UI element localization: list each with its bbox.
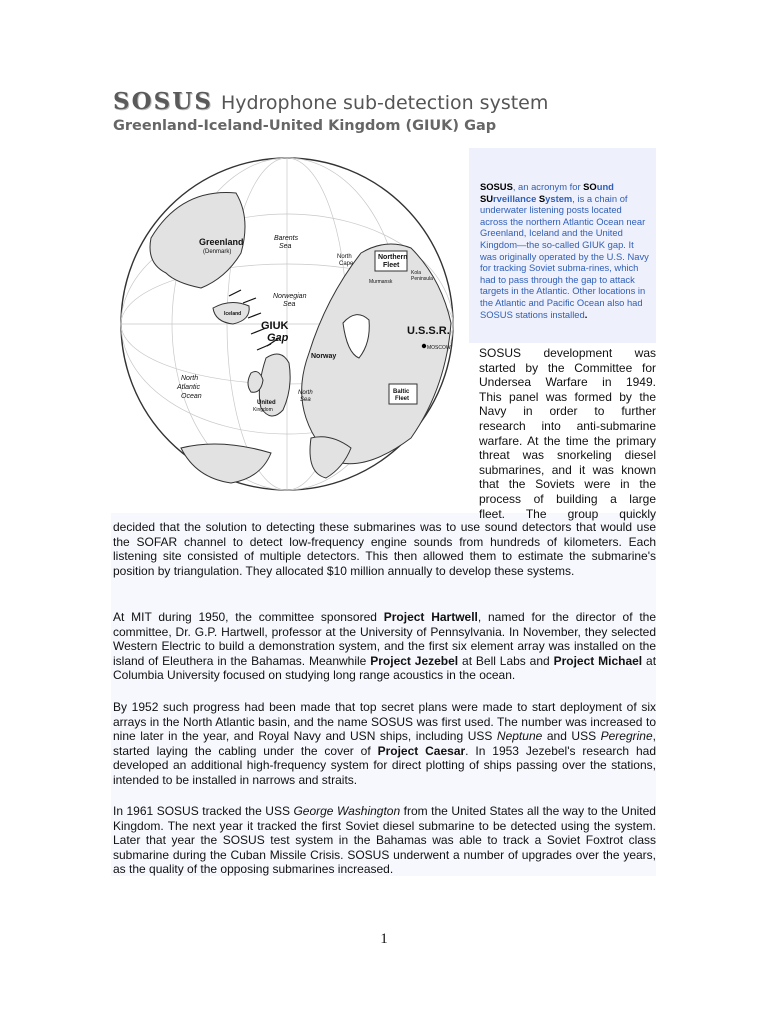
p2-text-e: at Bell Labs and: [458, 653, 554, 668]
paragraph-2: [113, 610, 656, 683]
paragraph-1-continued: decided that the solution to detecting these submarines was to use sound detectors that would use the SOFAR channel to detect low-frequency engine sounds from hundreds of kilometers. Each listening site consisted of multiple detectors. This then allowed them to estimate the submarine's position by triangulation. They allocated $10 million annually to develop these systems.: [113, 520, 656, 578]
column-line: Undersea Warfare in 1949.: [479, 375, 656, 390]
p2-text-g: at Columbia University focused on studying long range acoustics in the ocean.: [113, 653, 657, 683]
map-label-kola-peninsula: Peninsula: [411, 276, 433, 282]
column-line: Navy in order to further: [479, 404, 656, 419]
map-label-kola: Kola: [411, 270, 422, 276]
map-label-barents: Barents: [274, 235, 299, 242]
page-subtitle: Greenland-Iceland-United Kingdom (GIUK) Gap: [113, 118, 497, 134]
ship-george-washington: George Washington: [293, 804, 401, 818]
map-label-ocean: Ocean: [181, 393, 202, 400]
sidebar-definition: [480, 181, 650, 320]
p3-text-g: . In 1953 Jezebel's research had developed an additional high-frequency system for direct plotting of ships passing over the stations, intended to be installed in narrows and straits.: [113, 743, 656, 787]
map-label-baltic: Baltic: [393, 389, 410, 395]
project-caesar: Project Caesar: [377, 743, 466, 758]
sidebar-word-rveillance: rveillance: [493, 192, 539, 204]
map-label-greenland: Greenland: [199, 237, 244, 247]
ship-peregrine: Peregrine: [600, 729, 653, 744]
sidebar-period: .: [584, 308, 588, 320]
column-line: threat was snorkeling diesel: [479, 448, 656, 463]
page-title: [113, 88, 548, 115]
map-label-barents-sea: Sea: [279, 243, 292, 250]
map-label-kingdom: Kingdom: [253, 407, 273, 413]
column-line: SOSUS development was: [479, 346, 656, 360]
project-hartwell: Project Hartwell: [383, 610, 478, 624]
p4-text-a: In 1961 SOSUS tracked the USS: [113, 804, 294, 818]
map-label-united: United: [257, 400, 276, 406]
map-label-norwegian: Norwegian: [273, 293, 307, 300]
title-text: Hydrophone sub-detection system: [220, 92, 549, 114]
column-line: research into anti-submarine: [479, 418, 656, 433]
column-line: fleet. The group quickly: [479, 506, 656, 521]
sidebar-term: SOSUS: [480, 181, 513, 192]
map-label-ussr: U.S.S.R.: [407, 325, 450, 337]
project-michael: Project Michael: [553, 653, 643, 668]
column-line: process of building a large: [479, 491, 656, 506]
map-label-murmansk: Murmansk: [369, 279, 393, 285]
map-label-north-cape: North: [337, 254, 352, 260]
p3-text-c: and USS: [542, 729, 601, 744]
column-line: that the Soviets were in the: [479, 477, 656, 492]
p3-text-a: By 1952 such progress had been made that top secret plans were made to start deployment of six arrays in the North Atlantic basin, and the name SOSUS was first used. The number was increased to nine later in the year, and Royal Navy and USN ships, including USS: [113, 700, 656, 744]
project-jezebel: Project Jezebel: [370, 653, 459, 668]
p4-text-c: from the United States all the way to the United Kingdom. The next year it tracked the first Soviet diesel submarine to be detected using the system. Later that year the SOSUS test system in the Bahamas was able to track a Soviet Foxtrot class submarine during the Cuban Missile Crisis. SOSUS underwent a number of upgrades over the years, as the quality of the opposing submarines increased.: [113, 804, 656, 877]
p2-text-a: At MIT during 1950, the committee sponsored: [113, 610, 384, 624]
sidebar-letters-su: SU: [480, 192, 494, 204]
paragraph-4: [113, 804, 656, 877]
map-label-norwegian-sea: Sea: [283, 301, 296, 308]
sidebar-word-ystem: ystem: [545, 192, 573, 204]
map-label-northern-fleet: Northern: [378, 254, 408, 261]
sidebar-letter-s: S: [538, 192, 546, 204]
map-label-denmark: (Denmark): [203, 249, 232, 255]
map-label-baltic-fleet: Fleet: [395, 396, 410, 402]
column-line: started by the Committee for: [479, 360, 656, 375]
map-label-gap: Gap: [267, 332, 289, 344]
map-label-north-atlantic: North: [181, 375, 199, 382]
sidebar-letters-so: SO: [583, 181, 597, 192]
map-label-iceland: Iceland: [224, 311, 242, 317]
map-label-moscow: MOSCOW: [427, 345, 451, 351]
column-line: This panel was formed by the: [479, 389, 656, 404]
paragraph-3: [113, 700, 656, 788]
sidebar-text-2: , is a chain of underwater listening posts located across the northern Atlantic Ocean near Greenland, Iceland and the United Kingdom—the so-called GIUK gap. It was originally operated by the U.S. Navy for tracking Soviet subma-rines, which had to pass through the gap to attack targets in the Atlantic. Other locations in the Atlantic and Pacific Ocean also had SOSUS stations installed: [480, 192, 649, 320]
ship-neptune: Neptune: [496, 729, 543, 744]
map-label-cape: Cape: [339, 261, 354, 267]
column-line: warfare. At the time the primary: [479, 433, 656, 448]
p3-text-e: , started laying the cabling under the cover of: [113, 729, 656, 758]
title-acronym: SOSUS: [113, 88, 213, 115]
map-label-fleet: Fleet: [383, 262, 400, 269]
map-label-north-sea-2: Sea: [300, 397, 311, 403]
sidebar-word-und: und: [596, 181, 614, 192]
p2-text-c: , named for the director of the committee, Dr. G.P. Hartwell, professor at the University of Pennsylvania. In November, they selected Western Electric to build a demonstration system, and the first six element array was installed on the island of Eleuthera in the Bahamas. Meanwhile: [113, 610, 657, 668]
map-label-north-sea: North: [298, 390, 313, 396]
sidebar-text-1: , an acronym for: [512, 181, 584, 192]
giuk-gap-map: [111, 148, 469, 513]
map-label-atlantic: Atlantic: [177, 384, 200, 391]
page-number: 1: [380, 931, 388, 947]
column-line: submarines, and it was known: [479, 462, 656, 477]
column-paragraph: [479, 346, 656, 521]
map-label-norway: Norway: [311, 353, 337, 360]
map-label-giuk: GIUK: [261, 320, 289, 332]
